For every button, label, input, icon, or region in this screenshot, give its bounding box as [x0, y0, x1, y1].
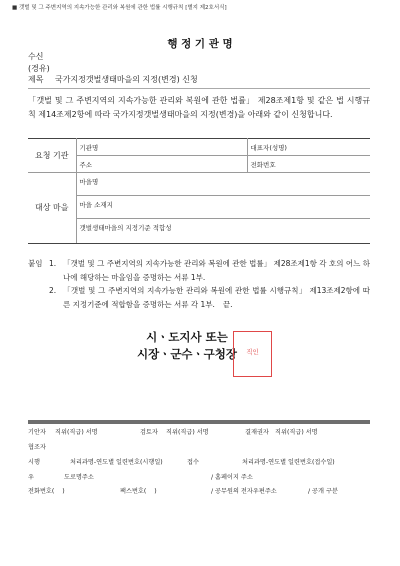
reviewer-signature: 직위(직급) 서명: [166, 429, 209, 436]
attachment-body: [63, 284, 370, 311]
approval-row: [0, 428, 400, 438]
reviewer-label: 검토자: [140, 429, 158, 436]
disclosure-type: / 공개 구분: [308, 488, 338, 495]
table-row: [28, 219, 370, 244]
subject-label: 제목: [28, 75, 44, 85]
phone-field: 전화번호: [247, 156, 370, 173]
target-village-label: 대상 마을: [28, 173, 76, 244]
request-table: [28, 138, 370, 244]
subject-text: 국가지정갯벌생태마을의 지정(변경) 신청: [55, 75, 198, 85]
issuer-line-2: 시장ㆍ군수ㆍ구청장: [137, 347, 237, 361]
approver-signature: 직위(직급) 서명: [275, 429, 318, 436]
address-row: [0, 473, 400, 483]
issuer-signature: [127, 329, 247, 363]
address-field: 주소: [76, 156, 247, 173]
receipt-value: 처리과명-연도별 일련번호(접수일): [242, 459, 335, 466]
receipt-label: 접수: [187, 459, 199, 466]
road-address: 도로명주소: [64, 474, 94, 481]
enforcement-label: 시행: [28, 459, 40, 466]
postal-label: 우: [28, 474, 34, 481]
cooperator-row: [0, 443, 400, 453]
village-name-field: 마을명: [76, 173, 370, 196]
subject-divider: [28, 88, 370, 89]
end-mark: 끝.: [222, 300, 233, 310]
table-row: [28, 196, 370, 219]
enforcement-value: 처리과명-연도별 일련번호(시행일): [70, 459, 163, 466]
official-seal-box: [233, 331, 272, 377]
footer-divider: [28, 420, 370, 424]
attachment-text: 「갯벌 및 그 주변지역의 지속가능한 관리와 복원에 관한 법률」 제28조제1항 각 호의 어느 하나에 해당하는 마을임을 증명하는 서류 1부.: [63, 259, 370, 282]
attachment-number: 1.: [49, 259, 57, 268]
table-row: [28, 139, 370, 156]
attachments-label: 붙임: [28, 259, 43, 268]
drafter-signature: 직위(직급) 서명: [55, 429, 98, 436]
table-row: [28, 156, 370, 173]
via-row: [28, 63, 370, 75]
recipient-label: 수신: [28, 52, 44, 61]
table-row: [28, 173, 370, 196]
issuer-line-1: 시ㆍ도지사 또는: [146, 330, 228, 344]
village-location-field: 마을 소재지: [76, 196, 370, 219]
attachment-number: 2.: [49, 286, 57, 296]
agency-title: 행 정 기 관 명: [167, 38, 233, 50]
enforcement-row: [0, 458, 400, 468]
representative-field: 대표자(성명): [247, 139, 370, 156]
form-reference: ■ 갯벌 및 그 주변지역의 지속가능한 관리와 복원에 관한 법률 시행규칙 [별지 제2호서식]: [12, 5, 227, 11]
suitability-field: 갯벌생태마을의 지정기준 적합성: [76, 219, 370, 244]
drafter-label: 기안자: [28, 429, 46, 436]
document-meta: [28, 51, 370, 86]
cooperator-label: 협조자: [28, 444, 46, 451]
list-item: [49, 257, 370, 284]
subject-row: [28, 74, 370, 86]
approver-label: 결재권자: [245, 429, 269, 436]
homepage-address: / 홈페이지 주소: [211, 474, 253, 481]
request-paragraph: 「갯벌 및 그 주변지역의 지속가능한 관리와 복원에 관한 법률」 제28조제1항 및 같은 법 시행규칙 제14조제2항에 따라 국가지정갯벌생태마을의 지정(변경)을 아래와 같이 신청합니다.: [28, 96, 370, 119]
via-label: (경유): [28, 63, 50, 73]
fax-number: 팩스번호( ): [120, 488, 157, 495]
org-name-field: 기관명: [76, 139, 247, 156]
recipient-row: [28, 51, 370, 63]
requesting-org-label: 요청 기관: [28, 139, 76, 173]
attachments-list: [49, 257, 370, 312]
official-email: / 공무원의 전자우편주소: [211, 488, 277, 495]
contact-row: [0, 487, 400, 497]
attachment-text: 「갯벌 및 그 주변지역의 지속가능한 관리와 복원에 관한 법률 시행규칙」 제13조제2항에 따른 지정기준에 적합함을 증명하는 서류 각 1부.: [63, 286, 370, 310]
attachments-section: [28, 257, 370, 312]
list-item: [49, 284, 370, 311]
seal-label: 직인: [246, 348, 259, 356]
phone-number: 전화번호( ): [28, 488, 65, 495]
